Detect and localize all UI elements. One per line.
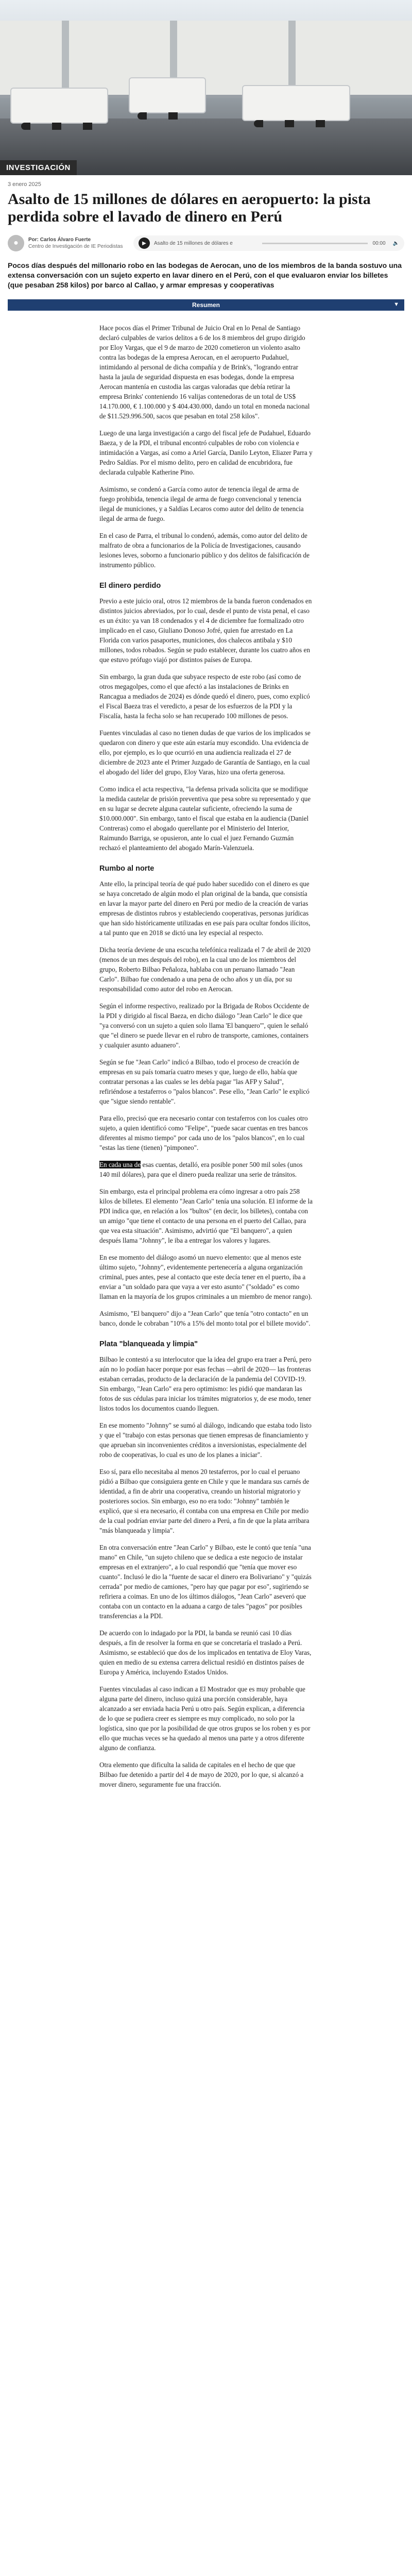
article-body — [99, 323, 313, 1789]
audio-title: Asalto de 15 millones de dólares e — [154, 240, 233, 246]
article-date: 3 enero 2025 — [8, 181, 41, 188]
volume-icon[interactable]: 🔈 — [392, 240, 399, 246]
paragraph: Sin embargo, esta el principal problema era cómo ingresar a otro país 258 kilos de billetes. El elemento "Jean Carlo" tenía una solución. El informe de la PDI indica que, en relación a los "bultos" (en decir, los billetes), contaba con un amigo "que tiene el contacto de una persona en el puerto del Callao, para que vea esta situación". Asimismo, advirtió que "El banquero", a quien después llama "Johnny", le iba a entregar los valores y lugares. — [99, 1188, 313, 1244]
paragraph: Sin embargo, la gran duda que subyace respecto de este robo (así como de otros megagolpes, como el que afectó a las instalaciones de Brinks en Rancagua a mediados de 2024) es dónde quedó el dinero, pues, como explicó el Fiscal Baeza tras el veredicto, a pesar de los esfuerzos de la PDI y la Fiscalía, hasta la fecha solo se han recuperado 100 millones de pesos. — [99, 673, 310, 720]
truck-image — [242, 85, 350, 121]
paragraph: Según el informe respectivo, realizado por la Brigada de Robos Occidente de la PDI y dirigido al fiscal Baeza, en dicho diálogo "Jean Carlo" le dice que "ya conversó con un sujeto a quien solo llama 'El banquero'", quien le señaló que "el dinero se puede llevar en el rubro de transporte, camiones, containers y cualquier asunto aduanero". — [99, 1002, 310, 1049]
paragraph — [99, 1160, 313, 1179]
paragraph: Dicha teoría deviene de una escucha telefónica realizada el 7 de abril de 2020 (menos de un mes después del robo), en la cual uno de los miembros del grupo, Roberto Bilbao Peñaloza, hablaba con un peruano llamado "Jean Carlo". Bilbao fue condenado a una pena de ocho años y un día, por su responsabilidad como autor del robo en Aerocan. — [99, 946, 311, 993]
play-icon[interactable]: ▶ — [139, 238, 150, 249]
paragraph: Según se fue "Jean Carlo" indicó a Bilbao, todo el proceso de creación de empresas en su país tomaría cuatro meses y que, luego de ello, había que contratar personas a las cuales se les debía pagar "las AFP y Salud", refiriéndose a testaferros o "palos blancos". Pese ello, "Jean Carlo" le explicó que "sigue siendo rentable". — [99, 1058, 310, 1105]
summary-toggle[interactable] — [8, 299, 404, 311]
paragraph-text: esas cuentas, detalló, era posible poner 500 mil soles (unos 140 mil dólares), para que el dinero pueda realizar una serie de tránsitos. — [99, 1161, 303, 1178]
paragraph: En el caso de Parra, el tribunal lo condenó, además, como autor del delito de malfrato de obra a funcionarios de la Policía de Investigaciones, causando lesiones leves, soborno a funcionario público y dos delitos de falsificación de instrumento público. — [99, 532, 310, 569]
highlighted-text: En cada una de — [99, 1161, 141, 1168]
paragraph: Eso sí, para ello necesitaba al menos 20 testaferros, por lo cual el peruano pidió a Bilbao que consiguiera gente en Chile y que le mandara sus carnés de identidad, a fin de abrir una cooperativa, creando un historial migratorio y posteriores socios. Sin embargo, eso no era todo: "Johnny" también le explicó, que si era necesario, él contaba con una empresa en Chile por medio de la cual podrían enviar parte del dinero a Perú, a fin de que la plata arribara "más blanqueada y limpia". — [99, 1468, 310, 1534]
article-title: Asalto de 15 millones de dólares en aeropuerto: la pista perdida sobre el lavado de dinero en Perú — [8, 191, 371, 225]
paragraph: Para ello, precisó que era necesario contar con testaferros con los cuales otro sujeto, a quien identificó como "Felipe", "puede sacar cuentas en tres bancos diferentes al mismo tiempo" por cada uno de los "palos blancos", en lo cual "estas las tiene (tienen) "pimponeo". — [99, 1114, 308, 1151]
section-label[interactable]: INVESTIGACIÓN — [0, 160, 77, 175]
section-heading: Plata "blanqueada y limpia" — [99, 1340, 198, 1348]
paragraph: Fuentes vinculadas al caso indican a El Mostrador que es muy probable que alguna parte del dinero, incluso quizá una porción considerable, haya alcanzado a ser enviada hacia Perú u otro país. Según explican, a diferencia de lo que se pudiera creer es siempre es muy complicado, no solo por la logística, sino que por la posibilidad de que otros grupos se los roben y es por ello que muchas veces se ha quedado al menos una parte y a otros diferente alguno de confianza. — [99, 1685, 311, 1752]
paragraph: En ese momento del diálogo asomó un nuevo elemento: que al menos este último sujeto, "Johnny", evidentemente pertenecería a alguna organización criminal, pues antes, pese al contacto que este decía tener en el puerto, iba a enviar a "un soldado para que vaya a ver esto asunto" ("soldado" es como llaman en la mayoría de los grupos criminales a un miembro de menor rango). — [99, 1253, 313, 1300]
paragraph: Fuentes vinculadas al caso no tienen dudas de que varios de los implicados se quedaron con dinero y que este aún estaría muy escondido. Una evidencia de ello, por ejemplo, es lo que ocurrió en una audiencia realizada el 27 de diciembre de 2023 ante el Primer Juzgado de Garantía de Santiago, en la cual el abogado del líder del grupo, Eloy Varas, hizo una oferta generosa. — [99, 729, 311, 776]
summary-label: Resumen — [192, 301, 220, 309]
paragraph: Asimismo, "El banquero" dijo a "Jean Carlo" que tenía "otro contacto" en un banco, donde le cobraban "10% a 15% del monto total por el billete movido". — [99, 1310, 311, 1327]
paragraph: Hace pocos días el Primer Tribunal de Juicio Oral en lo Penal de Santiago declaró culpables de varios delitos a 6 de los 8 miembros del grupo dirigido por Eloy Vargas, que el 9 de marzo de 2020 cometieron un violento asalto contra las bodegas de la empresa Aerocan, en el aeropuerto Pudahuel, intimidando al personal de dicha compañía y de Brink's, "logrando entrar hasta la jaula de seguridad dispuesta en esas bodegas, donde la empresa Aerocan mantenía en custodia las cargas valoradas que debía retirar la empresa Brinks' conteniendo 16 valijas contenedoras de un total de US$ 14.170.000, € 1.100.000 y $ 404.430.000, dando un total en moneda nacional de $11.529.996.500, sacos que pesaban en total 258 kilos". — [99, 324, 310, 420]
audio-time: 00:00 — [372, 240, 386, 246]
paragraph: Como indica el acta respectiva, "la defensa privada solicita que se modifique la medida cautelar de prisión preventiva que pesa sobre su representado y que en su lugar se decrete alguna cautelar suficiente, ofreciendo la suma de $10.000.000". Sin embargo, tanto el fiscal que estaba en la audiencia (Daniel Contreras) como el abogado querellante por el Ministerio del Interior, Raimundo Barriga, se opusieron, ante lo cual el juez Fernando Guzmán rechazó el planteamiento del abogado Marín-Valenzuela. — [99, 785, 311, 852]
author-role: Centro de Investigación de IE Periodistas — [28, 244, 123, 249]
section-heading: Rumbo al norte — [99, 865, 154, 873]
section-heading: El dinero perdido — [99, 582, 161, 590]
paragraph: Bilbao le contestó a su interlocutor que la idea del grupo era traer a Perú, pero aún no lo podían hacer porque por esas fechas —abril de 2020— las fronteras estaban cerradas, producto de la declaración de la pandemia del COVID-19. Sin embargo, "Jean Carlo" era pero optimismo: les pidió que mandaran las fotos de sus cédulas para iniciar los trámites migratorios y, de ese modo, tener listos todos los documentos cuando lleguen. — [99, 1355, 312, 1412]
author-audio-bar — [8, 233, 404, 253]
paragraph: En otra conversación entre "Jean Carlo" y Bilbao, este le contó que tenía "una mano" en Chile, "un sujeto chileno que se dedica a este negocio de instalar empresas en el extranjero", a lo cual respondió que "tenía que mover eso cuanto". Inclusó le dio la "fuente de sacar el dinero era Bolivariano" y "quizás cerrada" por medio de camiones, "pero hay que pagar por eso", sugiriendo se refiriera a coimas. En uno de los últimos diálogos, "Jean Carlo" aseveró que contaba con un contacto en la aduana a cargo de tales "pagos" por posibles transferencias a la PDI. — [99, 1544, 312, 1620]
author-name[interactable]: Por: Carlos Álvaro Fuerte — [28, 237, 91, 243]
byline — [28, 236, 126, 250]
paragraph: Luego de una larga investigación a cargo del fiscal jefe de Pudahuel, Eduardo Baeza, y de la PDI, el tribunal encontró culpables de robo con violencia e intimidación a Vargas, así como a Ariel García, Danilo Leyton, Eliazer Parra y Pedro Saldías. Por el mismo delito, pero en calidad de encubridora, fue declarada culpable Katherine Pino. — [99, 429, 313, 476]
paragraph: De acuerdo con lo indagado por la PDI, la banda se reunió casi 10 días después, a fin de resolver la forma en que se concretaría el traslado a Perú. Asimismo, se estableció que dos de los implicados en tentativa de Eloy Varas, quien en medio de su extensa carrera delictual residió en distintos países de Europa y América, incluyendo Estados Unidos. — [99, 1629, 312, 1676]
paragraph: En ese momento "Johnny" se sumó al diálogo, indicando que estaba todo listo y que el "trabajo con estas personas que tienen empresas de financiamiento y que aprueban sin inconvenientes créditos a inversionistas, especialmente del robo de cooperativas, lo cual es uno de los planes a iniciar". — [99, 1421, 312, 1459]
paragraph: Otra elemento que dificulta la salida de capitales en el hecho de que que Bilbao fue detenido a partir del 4 de mayo de 2020, por lo que, si alcanzó a mover dinero, seguramente fue una fracción. — [99, 1761, 304, 1788]
user-icon: ● — [13, 239, 19, 247]
hero-image — [0, 0, 412, 175]
paragraph: Previo a este juicio oral, otros 12 miembros de la banda fueron condenados en distintos juicios abreviados, por lo cual, desde el punto de vista penal, el caso es un éxito: ya van 18 condenados y el 4 de diciembre fue formalizado otro implicado en el caso, Giuliano Donoso Jofré, quien fue arrestado en La Florida con varios pasaportes, municiones, dos chalecos antibala y $10 millones, todos robados. Según se pudo establecer, durante los cuatro años en que estuvo prófugo viajó por distintos países de Europa. — [99, 597, 312, 664]
avatar[interactable] — [8, 235, 24, 251]
paragraph: Asimismo, se condenó a García como autor de tenencia ilegal de arma de fuego prohibida, tenencia ilegal de arma de fuego convencional y tenencia ilegal de municiones, y a Saldías Lecaros como autor del delito de tenencia ilegal de arma de fuego. — [99, 485, 304, 522]
chevron-down-icon: ▼ — [393, 301, 399, 308]
audio-progress-track[interactable] — [262, 243, 368, 244]
truck-image — [129, 77, 206, 113]
paragraph: Ante ello, la principal teoría de qué pudo haber sucedido con el dinero es que se haya concretado de algún modo el plan original de la banda, que consistía en lavar la mayor parte del dinero en Perú por medio de la creación de varias empresas de distintos rubros y estableciendo cooperativas, personas jurídicas que han sido históricamente utilizadas en ese país para ocultar fondos ilícitos, a tal punto que en 2018 se dictó una ley especial al respecto. — [99, 880, 311, 937]
truck-image — [10, 88, 108, 124]
audio-player — [133, 235, 404, 251]
article-lead: Pocos días después del millonario robo en las bodegas de Aerocan, uno de los miembros de la banda sostuvo una extensa conversación con un sujeto experto en lavar dinero en el Perú, con el que evaluaron enviar los billetes (que pesaban 258 kilos) por barco al Callao, y armar empresas y cooperativas — [8, 261, 402, 289]
